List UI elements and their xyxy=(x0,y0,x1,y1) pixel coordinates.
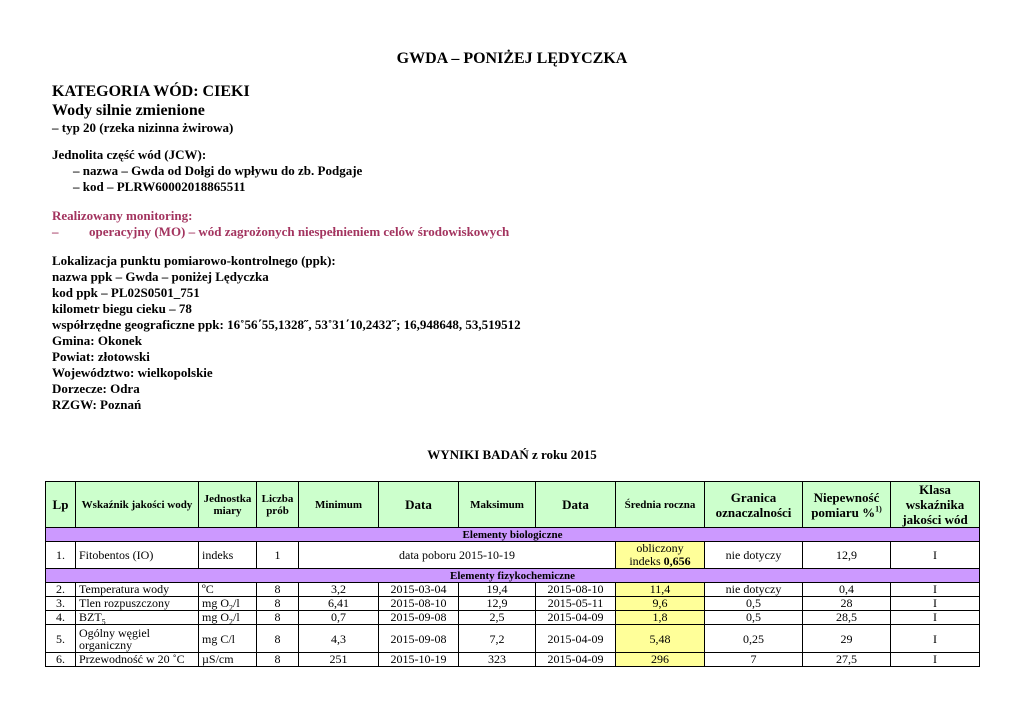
cell-count: 8 xyxy=(257,653,299,667)
header-uncertainty-footnote: 1) xyxy=(875,504,882,514)
cell-min: 251 xyxy=(299,653,379,667)
cell-unit xyxy=(199,597,257,611)
cell-max: 2,5 xyxy=(459,611,536,625)
cell-mean: 5,48 xyxy=(616,625,705,653)
results-table xyxy=(45,481,980,667)
section-row-biological xyxy=(46,528,980,542)
header-min: Minimum xyxy=(299,482,379,528)
station-info xyxy=(52,82,952,413)
cell-max: 19,4 xyxy=(459,583,536,597)
cell-max-date: 2015-04-09 xyxy=(536,625,616,653)
cell-max: 323 xyxy=(459,653,536,667)
cell-unit-sub: 2 xyxy=(229,617,233,627)
cell-lp: 2. xyxy=(46,583,76,597)
cell-mean: 1,8 xyxy=(616,611,705,625)
cell-uncertainty: 12,9 xyxy=(803,542,891,569)
location-heading: Lokalizacja punktu pomiarowo-kontrolnego (ppk): xyxy=(52,253,336,268)
cell-min: 4,3 xyxy=(299,625,379,653)
cell-limit: 0,5 xyxy=(705,611,803,625)
page-title: GWDA – PONIŻEJ LĘDYCZKA xyxy=(396,50,628,67)
cell-mean-value: 0,656 xyxy=(663,554,691,568)
cell-uncertainty: 27,5 xyxy=(803,653,891,667)
section-row-physicochemical xyxy=(46,569,980,583)
cell-uncertainty: 0,4 xyxy=(803,583,891,597)
cell-max-date: 2015-05-11 xyxy=(536,597,616,611)
table-row xyxy=(46,653,980,667)
cell-unit-post: /l xyxy=(233,610,240,624)
header-date-min: Data xyxy=(379,482,459,528)
cell-limit: 0,25 xyxy=(705,625,803,653)
water-type: Wody silnie zmienione xyxy=(52,102,205,119)
dorzecze: Dorzecze: Odra xyxy=(52,381,140,396)
cell-class: I xyxy=(891,597,980,611)
header-uncertainty-label: Niepewność pomiaru % xyxy=(811,489,880,520)
cell-sampling-date: data poboru 2015-10-19 xyxy=(299,542,616,569)
header-uncertainty xyxy=(803,482,891,528)
cell-limit: nie dotyczy xyxy=(705,583,803,597)
cell-limit: 7 xyxy=(705,653,803,667)
cell-min-date: 2015-03-04 xyxy=(379,583,459,597)
header-mean: Średnia roczna xyxy=(616,482,705,528)
cell-limit: nie dotyczy xyxy=(705,542,803,569)
cell-unit-pre: mg O xyxy=(202,596,229,610)
river-type: – typ 20 (rzeka nizinna żwirowa) xyxy=(52,120,234,135)
monitoring-heading: Realizowany monitoring: xyxy=(52,208,193,223)
coordinates: współrzędne geograficzne ppk: 16˚56΄55,1328˝, 53˚31΄10,2432˝; 16,948648, 53,519512 xyxy=(52,317,521,332)
cell-min-date: 2015-09-08 xyxy=(379,611,459,625)
table-row xyxy=(46,597,980,611)
cell-count: 8 xyxy=(257,583,299,597)
cell-min: 0,7 xyxy=(299,611,379,625)
results-title: WYNIKI BADAŃ z roku 2015 xyxy=(427,447,597,462)
jcw-name: – nazwa – Gwda od Dołgi do wpływu do zb. Podgaje xyxy=(73,163,363,178)
river-km: kilometr biegu cieku – 78 xyxy=(52,301,192,316)
header-unit: Jednostka miary xyxy=(199,482,257,528)
cell-min: 3,2 xyxy=(299,583,379,597)
header-lp: Lp xyxy=(46,482,76,528)
header-count: Liczba prób xyxy=(257,482,299,528)
ppk-name: nazwa ppk – Gwda – poniżej Lędyczka xyxy=(52,269,269,284)
jcw-code: – kod – PLRW60002018865511 xyxy=(73,179,246,194)
wojewodztwo: Województwo: wielkopolskie xyxy=(52,365,213,380)
cell-min: 6,41 xyxy=(299,597,379,611)
cell-class: I xyxy=(891,611,980,625)
header-class: Klasa wskaźnika jakości wód xyxy=(891,482,980,528)
cell-uncertainty: 28,5 xyxy=(803,611,891,625)
cell-uncertainty: 29 xyxy=(803,625,891,653)
cell-mean: 11,4 xyxy=(616,583,705,597)
cell-max-date: 2015-04-09 xyxy=(536,653,616,667)
table-row xyxy=(46,542,980,569)
cell-mean-prefix: indeks xyxy=(629,554,664,568)
cell-mean: 296 xyxy=(616,653,705,667)
cell-lp: 4. xyxy=(46,611,76,625)
cell-indicator: Przewodność w 20 ˚C xyxy=(76,653,199,667)
cell-indicator: Tlen rozpuszczony xyxy=(76,597,199,611)
powiat: Powiat: złotowski xyxy=(52,349,150,364)
header-limit: Granica oznaczalności xyxy=(705,482,803,528)
cell-lp: 5. xyxy=(46,625,76,653)
monitoring-text: operacyjny (MO) – wód zagrożonych niespełnieniem celów środowiskowych xyxy=(89,224,510,239)
cell-unit-post: /l xyxy=(233,596,240,610)
section-biological-label: Elementy biologiczne xyxy=(46,528,980,542)
gmina: Gmina: Okonek xyxy=(52,333,142,348)
header-indicator: Wskaźnik jakości wody xyxy=(76,482,199,528)
cell-indicator: Ogólny węgiel organiczny xyxy=(76,625,199,653)
cell-unit: ºC xyxy=(199,583,257,597)
cell-unit: µS/cm xyxy=(199,653,257,667)
cell-indicator-sub: 5 xyxy=(101,617,106,627)
table-header-row xyxy=(46,482,980,528)
cell-unit-pre: mg O xyxy=(202,610,229,624)
cell-lp: 3. xyxy=(46,597,76,611)
ppk-code: kod ppk – PL02S0501_751 xyxy=(52,285,200,300)
cell-indicator xyxy=(76,611,199,625)
section-physicochemical-label: Elementy fizykochemiczne xyxy=(46,569,980,583)
cell-mean xyxy=(616,542,705,569)
cell-class: I xyxy=(891,625,980,653)
cell-lp: 1. xyxy=(46,542,76,569)
cell-count: 1 xyxy=(257,542,299,569)
cell-uncertainty: 28 xyxy=(803,597,891,611)
cell-lp: 6. xyxy=(46,653,76,667)
monitoring-dash: – xyxy=(52,224,59,239)
cell-min-date: 2015-09-08 xyxy=(379,625,459,653)
cell-min-date: 2015-08-10 xyxy=(379,597,459,611)
cell-class: I xyxy=(891,653,980,667)
cell-max: 12,9 xyxy=(459,597,536,611)
header-date-max: Data xyxy=(536,482,616,528)
table-row xyxy=(46,625,980,653)
cell-min-date: 2015-10-19 xyxy=(379,653,459,667)
cell-limit: 0,5 xyxy=(705,597,803,611)
cell-indicator: Temperatura wody xyxy=(76,583,199,597)
monitoring-item xyxy=(52,224,952,240)
cell-indicator-pre: BZT xyxy=(79,610,102,624)
cell-max-date: 2015-08-10 xyxy=(536,583,616,597)
cell-unit-sub: 2 xyxy=(229,603,233,613)
header-max: Maksimum xyxy=(459,482,536,528)
cell-class: I xyxy=(891,542,980,569)
table-row xyxy=(46,611,980,625)
cell-count: 8 xyxy=(257,597,299,611)
cell-count: 8 xyxy=(257,625,299,653)
cell-max: 7,2 xyxy=(459,625,536,653)
cell-count: 8 xyxy=(257,611,299,625)
cell-mean-line1: obliczony xyxy=(636,541,684,555)
jcw-heading: Jednolita część wód (JCW): xyxy=(52,147,207,162)
cell-max-date: 2015-04-09 xyxy=(536,611,616,625)
cell-mean: 9,6 xyxy=(616,597,705,611)
cell-unit: indeks xyxy=(199,542,257,569)
water-category: KATEGORIA WÓD: CIEKI xyxy=(52,83,250,100)
rzgw: RZGW: Poznań xyxy=(52,397,142,412)
cell-unit: mg C/l xyxy=(199,625,257,653)
cell-class: I xyxy=(891,583,980,597)
cell-unit xyxy=(199,611,257,625)
cell-indicator: Fitobentos (IO) xyxy=(76,542,199,569)
table-row xyxy=(46,583,980,597)
